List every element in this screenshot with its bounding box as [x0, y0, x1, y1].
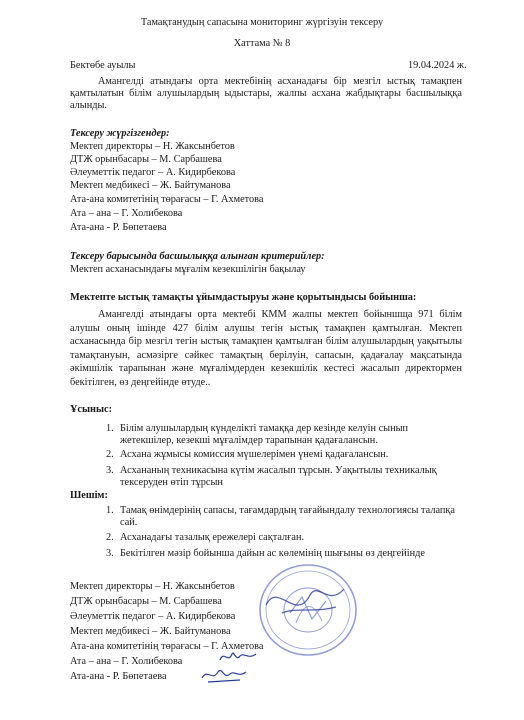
round-stamp [256, 561, 360, 659]
signature-line: Ата-ана комитетінің төрағасы – Г. Ахметова [70, 641, 264, 652]
proposal-heading: Ұсыныс: [70, 404, 113, 415]
proposal-item-text: Асхана жұмысы комиссия мүшелерімен үнемі қадағалансын. [120, 449, 389, 460]
intro-paragraph: Амангелді атындағы орта мектебінің асханадағы бір мезгіл ыстық тамақпен қамтылатын білім алушылардың ыдыстары, жалпы асхана жабдықтары басшылыққа алынды. [70, 76, 462, 111]
inspector-item: Мектеп медбикесі – Ж. Байтуманова [70, 180, 231, 191]
signature-line: Ата – ана – Г. Холибекова [70, 656, 183, 667]
inspector-item: Әлеуметтік педагог – А. Кидирбекова [70, 167, 236, 178]
proposal-item-text: Білім алушылардың күнделікті тамаққа дер кезінде келуін сынып жетекшілер, кезекші мұғалімдер тарапынан қадағалансын. [120, 423, 409, 446]
decision-heading: Шешім: [70, 490, 108, 501]
inspector-item: Ата – ана – Г. Холибекова [70, 208, 183, 219]
signature-line: Ата-ана - Р. Бөпетаева [70, 671, 167, 682]
signature-line: Мектеп директоры – Н. Жаксынбетов [70, 581, 235, 592]
decision-item-text: Асханадағы тазалық ережелері сақталған. [120, 532, 305, 543]
organization-paragraph: Амангелді атындағы орта мектебі КММ жалпы мектеп бойыншща 971 білім алушы оның ішінде 427 білім алушы тегін ыстық тамақпен қамтылған. Мектеп асханасында бір мезгіл тегін ыстық тамақпен қамтылған білім алушылардың уақытылы тамақтануын, асмәзірге сәйкес тамақтың берілуін, сапасын, қадағалау мақсатында әкімшілік тарапынан және мұғалімдерден кезекшілік кестесі жасалып директормен бекітілген, өз деңгейінде өтуде.. [70, 309, 462, 388]
signature-line: Әлеуметтік педагог – А. Кидирбекова [70, 611, 236, 622]
signature-line: ДТЖ орынбасары – М. Сарбашева [70, 596, 222, 607]
place-name: Бектөбе ауылы [70, 60, 136, 71]
proposal-item-text: Асхананың техникасына күтім жасалып тұрсын. Уақытылы техникалық тексеруден өтіп тұрсын [120, 465, 437, 488]
signature-scribble-bopetaeva [200, 664, 248, 686]
decision-item-text: Тамақ өнімдерінің сапасы, тағамдардың тағайындалу технологиясы талапқа сай. [120, 505, 455, 528]
document-date: 19.04.2024 ж. [408, 60, 467, 71]
document-title: Тамақтанудың сапасына мониторинг жүргізуін тексеру [140, 17, 384, 28]
document-page: Тамақтанудың сапасына мониторинг жүргізуін тексеру Хаттама № 8 Бектөбе ауылы 19.04.2024 ж. Амангелді атындағы орта мектебінің асханадағы бір мезгіл ыстық тамақпен қамтылатын білім алушылардың ыдыстары, жалпы асхана жабдықтары басшылыққа алынды. Тексеру жүргізгендер: Мектеп директоры – Н. Жаксынбетов ДТЖ орынбасары – М. Сарбашева Әлеуметтік педагог – А. Кидирбекова Мектеп медбикесі – Ж. Байтуманова Ата-ана комитетінің төрағасы – Г. Ахметова Ата – ана – Г. Холибекова Ата-ана - Р. Бөпетаева Тексеру барысында басшылыққа алынған критерийлер: Мектеп асханасындағы мұғалім кезекшілігін бақылау Мектепте ыстық тамақты ұйымдастыруы және қорытындысы бойынша: Амангелді атындағы орта мектебі КММ жалпы мектеп бойыншща 971 білім алушы оның ішінде 427 білім алушы тегін ыстық тамақпен қамтылған. Мектеп асханасында бір мезгіл тегін ыстық тамақпен қамтылған білім алушылардың уақытылы тамақтануын, асмәзірге сәйкес тамақтың берілуін, сапасын, қадағалау мақсатында әкімшілік тарапынан және мұғалімдерден кезекшілік кестесі жасалып директормен бекітілген, өз деңгейінде өтуде.. Ұсыныс: 1. Білім алушылардың күнделікті тамаққа дер кезінде келуін сынып жетекшілер, кезекші мұғалімдер тарапынан қадағалансын. 2. Асхана жұмысы комиссия мүшелерімен үнемі қадағалансын. 3. Асхананың техникасына күтім жасалып тұрсын. Уақытылы техникалық тексеруден өтіп тұрсын Шешім: 1. Тамақ өнімдерінің сапасы, тағамдардың тағайындалу технологиясы талапқа сай. 2. Асханадағы тазалық ережелері сақталған. 3. Бекітілген мәзір бойынша дайын ас көлемінің шығыны өз деңгейінде Мектеп директоры – Н. Жаксынбетов ДТЖ орынбасары – М. Сарбашева Әлеуметтік педагог – А. Кидирбекова Мектеп медбикесі – Ж. Байтуманова Ата-ана комитетінің төрағасы – Г. Ахметова Ата – ана – Г. Холибекова Ата-ана - Р. Бөпетаева [0, 0, 524, 720]
inspector-item: Ата-ана - Р. Бөпетаева [70, 222, 167, 233]
inspector-item: Мектеп директоры – Н. Жаксынбетов [70, 141, 235, 152]
inspectors-heading: Тексеру жүргізгендер: [70, 128, 170, 139]
decision-item-text: Бекітілген мәзір бойынша дайын ас көлемінің шығыны өз деңгейінде [120, 548, 425, 559]
protocol-number: Хаттама № 8 [233, 38, 291, 49]
inspector-item: ДТЖ орынбасары – М. Сарбашева [70, 154, 222, 165]
criteria-text: Мектеп асханасындағы мұғалім кезекшілігін бақылау [70, 264, 306, 275]
criteria-heading: Тексеру барысында басшылыққа алынған критерийлер: [70, 251, 325, 262]
organization-heading: Мектепте ыстық тамақты ұйымдастыруы және қорытындысы бойынша: [70, 292, 417, 303]
signature-line: Мектеп медбикесі – Ж. Байтуманова [70, 626, 231, 637]
inspector-item: Ата-ана комитетінің төрағасы – Г. Ахметова [70, 194, 264, 205]
